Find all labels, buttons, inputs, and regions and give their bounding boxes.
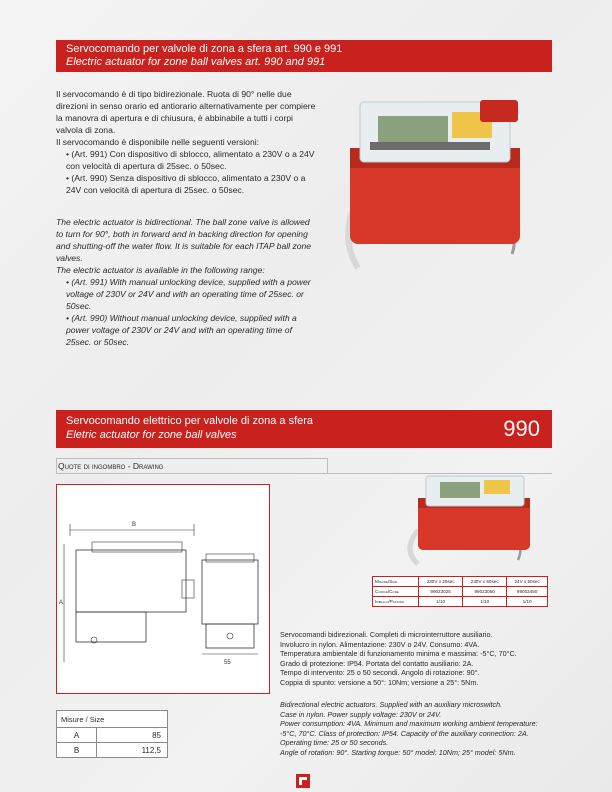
table-cell: 1/10 [507,597,548,607]
table-row [373,597,548,607]
table-row [373,587,548,597]
actuator-photo [398,470,546,566]
table-row [373,577,548,587]
drawing-section-title: Quote di ingombro - Drawing [56,458,552,474]
description-line: Temperatura ambientale di funzionamento minima e massima: -5°C, 70°C. [280,649,517,659]
size-table [56,710,168,758]
row-label: Codice/Code [373,587,419,597]
description-line: Case in nylon. Power supply voltage: 230V or 24V. [280,709,442,719]
description-line: Tempo di intervento: 25 o 50 secondi. Angolo di rotazione: 90°. [280,668,480,678]
section-title-it: Servocomando per valvole di zona a sfera art. 990 e 991 [66,43,343,55]
size-table-header: Misure / Size [57,711,168,728]
table-cell: 99002450 [507,587,548,597]
section-title-en: Eletric actuator for zone ball valves [66,429,237,441]
description-en [56,216,318,348]
description-line: Involucro in nylon. Alimentazione: 230V o 24V. Consumo: 4VA. [280,639,480,649]
table-cell: 24V x 50sec [507,577,548,587]
table-cell: 99023050 [463,587,507,597]
actuator-photo [330,82,552,272]
paragraph: Il servocomando è di tipo bidirezionale. Ruota di 90° nelle due direzioni in senso orario ed antiorario alternativamente per compiere la manovra di apertura e di chiusura, è abbinabile a tutti i corpi valvola di zona. [56,89,316,135]
description-line: Angle of rotation: 90°. Starting torque: 50° model: 10Nm; 25° model: 5Nm. [280,747,516,757]
paragraph: The electric actuator is available in the following range: [56,265,265,275]
product-description-en [280,700,552,758]
list-item: • (Art. 990) Without manual unlocking device, supplied with a power voltage of 230V or 24V and with an operating time of 25sec. or 50sec. [66,313,297,347]
product-description-it [280,630,552,688]
table-cell: 1/10 [463,597,507,607]
description-it [56,88,318,196]
section-banner-1 [56,40,552,72]
product-code: 990 [503,416,540,441]
table-cell: 1/10 [419,597,463,607]
table-row [57,728,168,743]
list-item: • (Art. 991) Con dispositivo di sblocco, alimentato a 230V o a 24V con velocità di apertura di 25sec. o 50sec. [66,149,315,171]
description-line: Bidirectional electric actuators. Supplied with an auxiliary microswitch. [280,700,503,709]
brand-logo-icon [296,774,310,788]
size-value: 112,5 [97,743,168,758]
description-line: Grado di protezione: IP54. Portata del contatto ausiliario: 2A. [280,658,474,668]
row-label: Misure/Size [373,577,419,587]
description-line: Servocomandi bidirezionali. Completi di microinterruttore ausiliario. [280,630,493,639]
size-label: A [57,728,97,743]
list-item: • (Art. 990) Senza dispositivo di sblocco, alimentato a 230V o a 24V con velocità di apertura di 25sec. o 50sec. [66,173,306,195]
section-banner-2 [56,410,552,448]
technical-drawing [56,484,270,694]
section-title-it: Servocomando elettrico per valvole di zona a sfera [66,415,314,427]
section-title-en: Electric actuator for zone ball valves art. 990 and 991 [66,56,326,68]
table-cell: 230V x 50sec [463,577,507,587]
size-label: B [57,743,97,758]
list-item: • (Art. 991) With manual unlocking device, supplied with a power voltage of 230V or 24V and with an operating time of 25sec. or 50sec. [66,277,311,311]
paragraph: Il servocomando è disponibile nelle seguenti versioni: [56,137,260,147]
description-line: Coppia di spunto: versione a 50°: 10Nm; versione a 25°: 5Nm. [280,677,479,687]
size-value: 85 [97,728,168,743]
product-table [372,576,548,607]
table-row [57,743,168,758]
dimension-a-label: A [59,600,64,606]
row-label: Imballo/Packing [373,597,419,607]
description-line: Power consumption: 4VA. Minimum and maximum working ambient temperature: -5°C, 70°C. Class of protection: IP54. Capacity of the auxiliary connection: 2A. Operating time: 25 or 50 seconds. [280,719,538,748]
table-cell: 230V x 25sec [419,577,463,587]
dimension-55-label: 55 [224,660,231,666]
paragraph: The electric actuator is bidirectional. The ball zone valve is allowed to turn for 90°, both in forward and in backing direction for opening and shutting-off the water flow. It is suitable for each ITAP ball zone valves. [56,217,312,263]
table-cell: 99023025 [419,587,463,597]
dimension-b-label: B [132,522,137,528]
